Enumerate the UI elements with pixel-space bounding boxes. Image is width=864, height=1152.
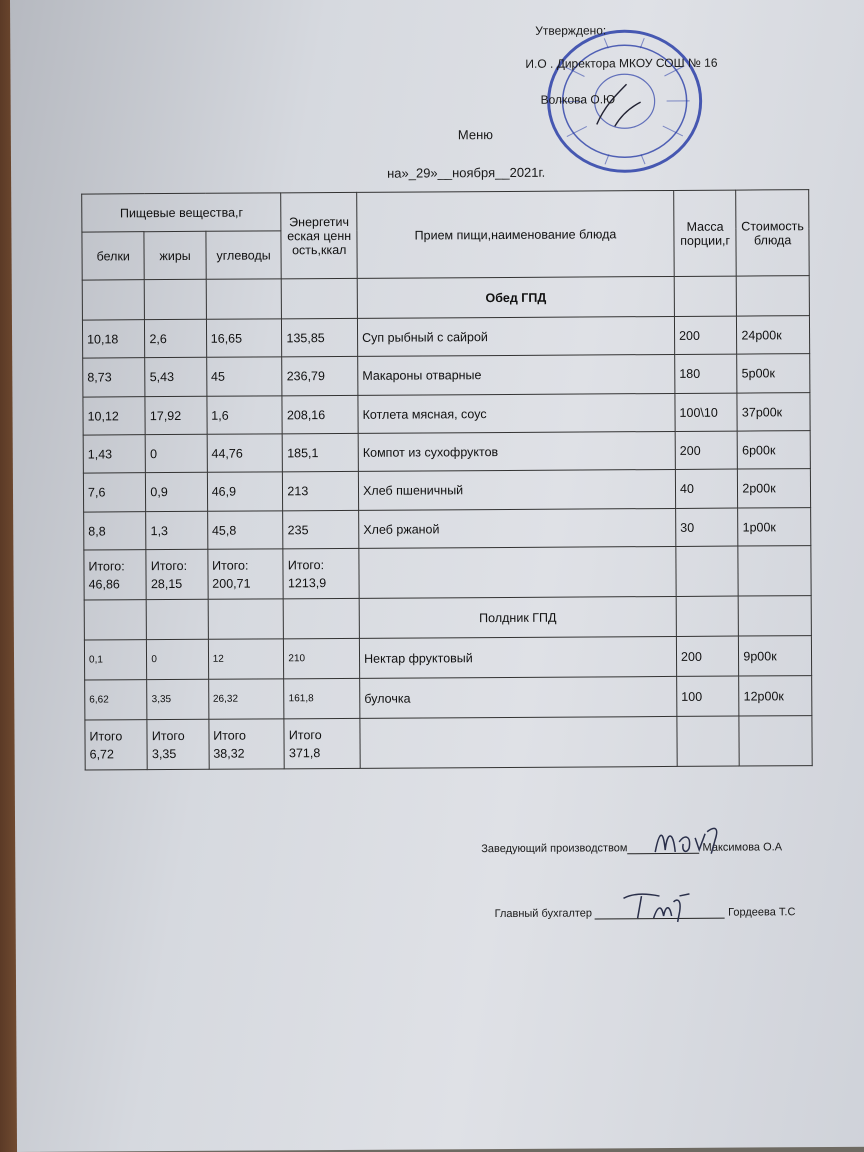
cell-cost: 5р00к bbox=[737, 354, 810, 393]
cell-fats: 3,35 bbox=[147, 679, 209, 719]
cell-proteins: 10,18 bbox=[82, 320, 145, 358]
total-proteins: Итого: 46,86 bbox=[84, 550, 147, 600]
cell-energy: 210 bbox=[284, 638, 360, 678]
total-energy: Итого 371,8 bbox=[284, 718, 360, 768]
cell-cost: 37р00к bbox=[737, 393, 810, 431]
accountant-signature-icon bbox=[619, 888, 709, 925]
table-row bbox=[85, 676, 812, 720]
cell-fats: 1,3 bbox=[146, 511, 208, 549]
accountant-name: Гордеева Т.С bbox=[728, 906, 796, 919]
approval-name: Волкова О.Ю bbox=[540, 92, 616, 107]
cell-dish-name: Нектар фруктовый bbox=[359, 636, 676, 678]
header-proteins: белки bbox=[82, 232, 145, 280]
cell-cost: 12р00к bbox=[739, 676, 812, 716]
cell-dish-name: Суп рыбный с сайрой bbox=[357, 316, 674, 356]
cell-cost: 2р00к bbox=[738, 469, 811, 508]
total-row bbox=[85, 716, 812, 770]
cell-fats: 0,9 bbox=[146, 472, 208, 511]
cell-proteins: 10,12 bbox=[83, 397, 146, 435]
head-name: Максимова О.А bbox=[702, 841, 783, 854]
cell-mass: 200 bbox=[674, 316, 737, 354]
section-lunch-title: Обед ГПД bbox=[357, 276, 674, 318]
cell-dish-name: Компот из сухофруктов bbox=[358, 431, 675, 471]
cell-energy: 135,85 bbox=[282, 318, 358, 356]
document-title: Меню bbox=[457, 127, 494, 143]
cell-proteins: 7,6 bbox=[83, 473, 146, 512]
total-row bbox=[84, 546, 811, 600]
table-row bbox=[83, 469, 810, 512]
cell-carbs: 44,76 bbox=[207, 434, 283, 472]
cell-dish-name: Макароны отварные bbox=[358, 354, 675, 395]
cell-mass: 180 bbox=[675, 354, 738, 393]
cell-energy: 213 bbox=[283, 471, 359, 510]
cell-fats: 17,92 bbox=[145, 396, 207, 434]
table-row bbox=[84, 508, 811, 550]
cell-fats: 5,43 bbox=[145, 357, 207, 396]
cell-cost: 24р00к bbox=[737, 316, 810, 354]
approval-position: И.О . Директора МКОУ СОШ № 16 bbox=[525, 55, 718, 71]
total-fats: Итого 3,35 bbox=[147, 719, 209, 769]
table-row bbox=[83, 354, 810, 397]
cell-carbs: 46,9 bbox=[207, 472, 283, 511]
cell-energy: 185,1 bbox=[283, 433, 359, 471]
cell-energy: 236,79 bbox=[282, 356, 358, 395]
cell-energy: 161,8 bbox=[284, 678, 360, 718]
cell-dish-name: Котлета мясная, соус bbox=[358, 393, 675, 433]
total-proteins: Итого 6,72 bbox=[85, 720, 148, 770]
cell-carbs: 12 bbox=[208, 639, 284, 679]
total-carbs: Итого 38,32 bbox=[209, 719, 285, 769]
cell-carbs: 26,32 bbox=[208, 679, 284, 719]
head-label: Заведующий производством bbox=[481, 842, 628, 856]
cell-dish-name: Хлеб пшеничный bbox=[358, 469, 675, 510]
section-snack-title: Полдник ГПД bbox=[359, 596, 676, 638]
cell-cost: 1р00к bbox=[738, 508, 811, 546]
header-carbs: углеводы bbox=[206, 231, 282, 279]
head-signature-icon bbox=[649, 822, 729, 860]
total-fats: Итого: 28,15 bbox=[146, 549, 208, 599]
cell-carbs: 16,65 bbox=[206, 319, 282, 357]
cell-dish-name: Хлеб ржаной bbox=[359, 508, 676, 548]
header-fats: жиры bbox=[144, 231, 206, 279]
table-row bbox=[84, 636, 811, 680]
cell-proteins: 0,1 bbox=[84, 640, 147, 680]
cell-mass: 40 bbox=[675, 469, 738, 508]
cell-mass: 30 bbox=[676, 508, 739, 546]
cell-cost: 9р00к bbox=[739, 636, 812, 676]
header-meal: Прием пищи,наименование блюда bbox=[357, 190, 674, 278]
accountant-label: Главный бухгалтер bbox=[494, 907, 593, 921]
header-cost: Стоимость блюда bbox=[736, 190, 809, 276]
cell-cost: 6р00к bbox=[738, 431, 811, 469]
total-energy: Итого: 1213,9 bbox=[283, 548, 359, 598]
approved-label: Утверждено: bbox=[535, 23, 607, 38]
cell-proteins: 1,43 bbox=[83, 435, 146, 473]
cell-carbs: 45,8 bbox=[207, 511, 283, 549]
cell-fats: 0 bbox=[146, 434, 208, 472]
document-page bbox=[10, 0, 864, 1152]
cell-proteins: 6,62 bbox=[85, 680, 148, 720]
cell-mass: 100 bbox=[677, 676, 740, 716]
cell-fats: 2,6 bbox=[145, 319, 207, 357]
menu-table bbox=[81, 189, 813, 770]
cell-mass: 200 bbox=[676, 636, 739, 676]
table-row bbox=[83, 431, 810, 473]
header-mass: Масса порции,г bbox=[674, 190, 737, 276]
cell-energy: 235 bbox=[283, 510, 359, 548]
signature-line-head bbox=[481, 840, 782, 855]
table-row bbox=[82, 316, 809, 358]
table-row bbox=[83, 393, 810, 435]
cell-proteins: 8,8 bbox=[84, 512, 147, 550]
total-carbs: Итого: 200,71 bbox=[208, 549, 284, 599]
cell-proteins: 8,73 bbox=[83, 358, 146, 397]
cell-carbs: 1,6 bbox=[207, 396, 283, 434]
cell-dish-name: булочка bbox=[360, 676, 677, 718]
section-row bbox=[82, 276, 809, 320]
cell-mass: 200 bbox=[675, 431, 738, 469]
cell-mass: 100\10 bbox=[675, 393, 738, 431]
header-energy: Энергетическая ценность,ккал bbox=[281, 192, 357, 278]
header-nutrients: Пищевые вещества,г bbox=[82, 193, 282, 232]
cell-fats: 0 bbox=[147, 639, 209, 679]
cell-carbs: 45 bbox=[206, 357, 282, 396]
section-row bbox=[84, 596, 811, 640]
cell-energy: 208,16 bbox=[282, 395, 358, 433]
document-date: на»_29»__ноября__2021г. bbox=[387, 164, 546, 181]
